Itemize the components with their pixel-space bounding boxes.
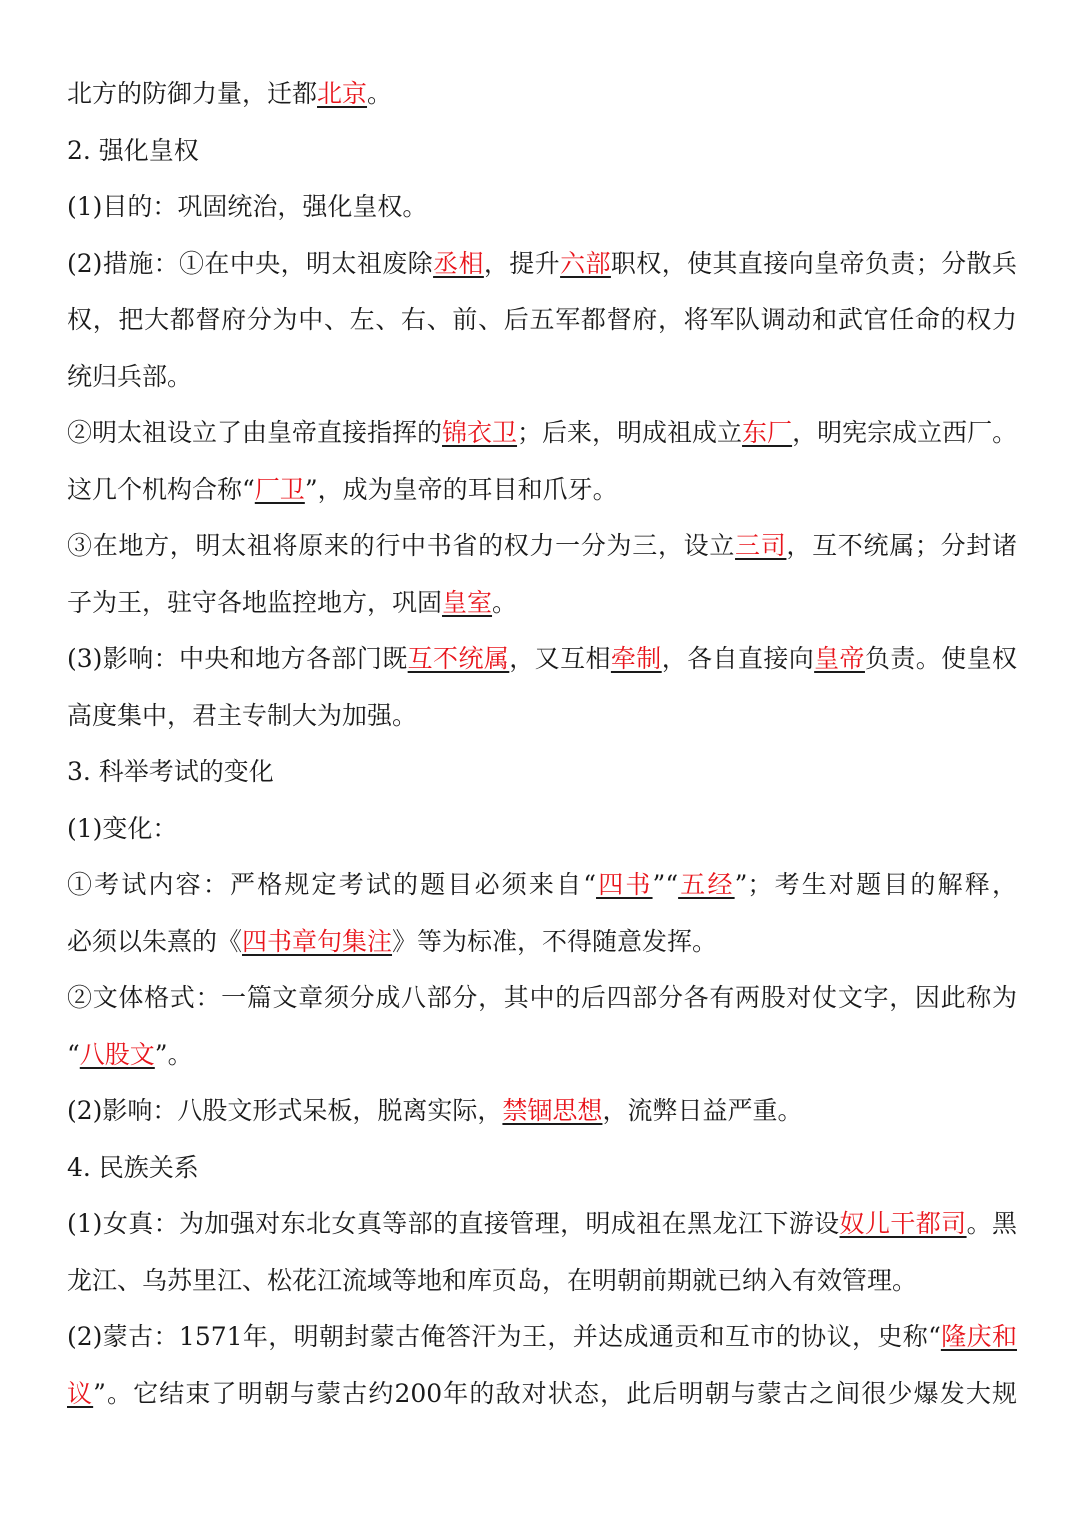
text-segment: ，提升 [483, 248, 561, 278]
text-segment: ，又互相 [509, 644, 611, 673]
highlighted-term: 皇帝 [814, 644, 865, 673]
text-line [67, 236, 1017, 293]
text-line [67, 1366, 1017, 1423]
highlighted-term: 锦衣卫 [442, 418, 518, 447]
text-segment: 。 [492, 587, 518, 617]
highlighted-term: 三司 [735, 531, 787, 560]
text-segment: (2)措施：①在中央，明太祖废除 [67, 248, 434, 278]
text-segment: ”。它结束了明朝与蒙古约200年的敌对状态，此后明朝与蒙古之间很少爆发大规 [93, 1378, 1017, 1408]
text-line [67, 123, 1017, 180]
highlighted-term: 八股文 [79, 1039, 155, 1069]
text-line [67, 857, 1017, 914]
highlighted-term: 北京 [317, 79, 368, 108]
text-line [67, 1309, 1017, 1366]
text-segment: 高度集中，君主专制大为加强。 [67, 700, 418, 730]
text-segment: “ [67, 1039, 80, 1069]
highlighted-term: 四书章句集注 [242, 926, 393, 956]
text-line [67, 349, 1017, 406]
text-line [67, 1140, 1017, 1197]
text-segment: ；后来，明成祖成立 [517, 418, 743, 447]
text-segment: 职权，使其直接向皇帝负责；分散兵 [610, 248, 1017, 278]
highlighted-term: 五经 [678, 870, 735, 899]
text-line [67, 631, 1017, 688]
text-line [67, 1027, 1017, 1084]
text-segment: ③在地方，明太祖将原来的行中书省的权力一分为三，设立 [67, 531, 736, 560]
text-segment: ②文体格式：一篇文章须分成八部分，其中的后四部分各有两股对仗文字，因此称为 [67, 983, 1017, 1012]
text-segment: ①考试内容：严格规定考试的题目必须来自“ [67, 870, 597, 899]
text-line [67, 1253, 1017, 1310]
highlighted-term: 禁锢思想 [502, 1096, 603, 1125]
text-segment: ，明宪宗成立西厂。 [792, 418, 1018, 447]
text-segment: 子为王，驻守各地监控地方，巩固 [67, 587, 443, 617]
text-line [67, 970, 1017, 1027]
text-line [67, 405, 1017, 462]
text-segment: ”。 [154, 1039, 193, 1069]
highlighted-term: 互不统属 [407, 644, 510, 673]
text-line [67, 518, 1017, 575]
text-line [67, 575, 1017, 632]
text-segment: (2)影响：八股文形式呆板，脱离实际， [67, 1096, 503, 1125]
text-line [67, 744, 1017, 801]
highlighted-term: 六部 [560, 248, 611, 278]
text-line [67, 1083, 1017, 1140]
text-segment: ，各自直接向 [661, 644, 815, 673]
highlighted-term: 议 [67, 1378, 94, 1408]
highlighted-term: 牵制 [610, 644, 662, 673]
text-segment: 。黑 [966, 1209, 1017, 1238]
text-segment: (2)蒙古：1571年，明朝封蒙古俺答汗为王，并达成通贡和互市的协议，史称“ [67, 1322, 941, 1351]
text-segment: 北方的防御力量，迁都 [67, 79, 318, 108]
text-line [67, 914, 1017, 971]
text-segment: ，流弊日益严重。 [602, 1096, 803, 1125]
text-line [67, 801, 1017, 858]
text-segment: ，互不统属；分封诸 [786, 531, 1017, 560]
text-segment: (1)女真：为加强对东北女真等部的直接管理，明成祖在黑龙江下游设 [67, 1209, 840, 1238]
text-segment: 权，把大都督府分为中、左、右、前、后五军都督府，将军队调动和武官任命的权力 [67, 305, 1017, 334]
text-line [67, 179, 1017, 236]
text-segment: 3. 科举考试的变化 [67, 757, 274, 786]
text-line [67, 292, 1017, 349]
highlighted-term: 厂卫 [254, 474, 305, 504]
text-segment: 统归兵部。 [67, 361, 193, 391]
text-segment: (3)影响：中央和地方各部门既 [67, 644, 408, 673]
highlighted-term: 奴儿干都司 [839, 1209, 967, 1238]
highlighted-term: 四书 [596, 870, 653, 899]
document-body [67, 66, 1017, 1422]
highlighted-term: 皇室 [442, 587, 493, 617]
text-segment: ”“ [652, 870, 679, 899]
highlighted-term: 丞相 [433, 248, 484, 278]
text-line [67, 688, 1017, 745]
highlighted-term: 东厂 [742, 418, 793, 447]
text-segment: (1)变化： [67, 813, 178, 843]
text-segment: 4. 民族关系 [67, 1152, 199, 1182]
text-segment: 龙江、乌苏里江、松花江流域等地和库页岛，在明朝前期就已纳入有效管理。 [67, 1265, 918, 1295]
text-line [67, 66, 1017, 123]
text-segment: 这几个机构合称“ [67, 474, 255, 504]
text-segment: 2. 强化皇权 [67, 135, 199, 165]
text-segment: 》等为标准，不得随意发挥。 [392, 926, 718, 956]
highlighted-term: 隆庆和 [940, 1322, 1017, 1351]
text-segment: ”，成为皇帝的耳目和爪牙。 [304, 474, 618, 504]
text-line [67, 462, 1017, 519]
text-line [67, 1196, 1017, 1253]
text-segment: ”；考生对题目的解释， [734, 870, 1017, 899]
text-segment: 。 [367, 79, 393, 108]
text-segment: 负责。使皇权 [864, 644, 1017, 673]
text-segment: 必须以朱熹的《 [67, 926, 243, 956]
text-segment: ②明太祖设立了由皇帝直接指挥的 [67, 418, 443, 447]
text-segment: (1)目的：巩固统治，强化皇权。 [67, 192, 428, 221]
